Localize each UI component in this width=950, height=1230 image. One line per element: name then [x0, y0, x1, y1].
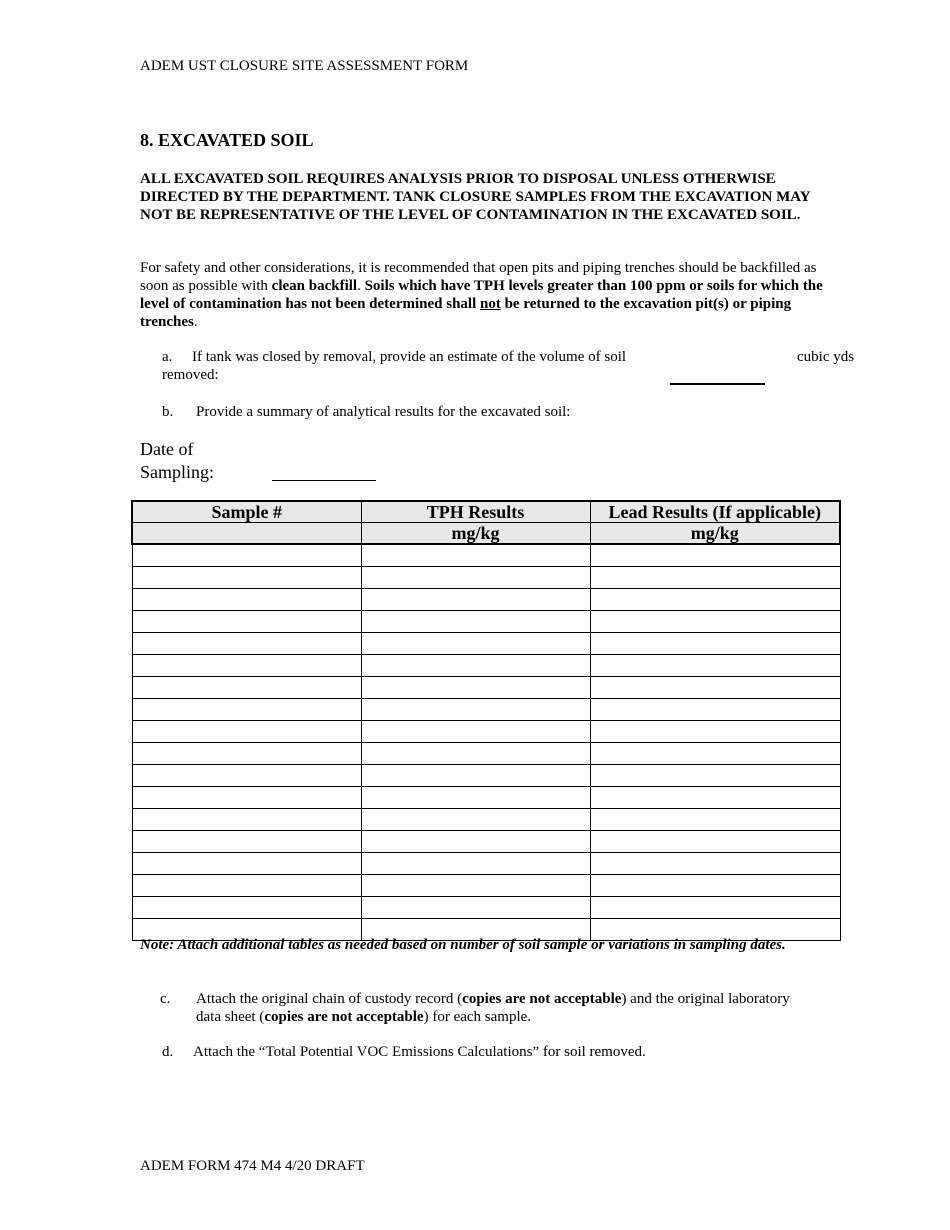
sample-cell[interactable] — [132, 655, 361, 677]
form-footer: ADEM FORM 474 M4 4/20 DRAFT — [140, 1158, 365, 1174]
lead-cell[interactable] — [590, 831, 840, 853]
tph-cell[interactable] — [361, 699, 590, 721]
tph-cell[interactable] — [361, 655, 590, 677]
item-d — [162, 1043, 646, 1061]
table-row — [132, 809, 840, 831]
subheader-lead: mg/kg — [590, 523, 840, 545]
sample-cell[interactable] — [132, 611, 361, 633]
form-header: ADEM UST CLOSURE SITE ASSESSMENT FORM — [140, 58, 469, 74]
tph-cell[interactable] — [361, 809, 590, 831]
table-row — [132, 589, 840, 611]
header-sample: Sample # — [132, 501, 361, 523]
table-row — [132, 721, 840, 743]
tph-cell[interactable] — [361, 853, 590, 875]
tph-cell[interactable] — [361, 611, 590, 633]
sample-cell[interactable] — [132, 589, 361, 611]
item-c-label: c. — [160, 991, 171, 1007]
item-c-text-3: ) for each sample. — [423, 1009, 532, 1025]
date-of-sampling-field[interactable] — [272, 462, 376, 481]
lead-cell[interactable] — [590, 544, 840, 567]
tph-cell[interactable] — [361, 831, 590, 853]
warning-text: ALL EXCAVATED SOIL REQUIRES ANALYSIS PRIOR TO DISPOSAL UNLESS OTHERWISE DIRECTED BY THE DEPARTMENT. TANK CLOSURE SAMPLES FROM THE EXCAVATION MAY NOT BE REPRESENTATIVE OF THE LEVEL OF CONTAMINATION IN THE EXCAVATED SOIL. — [140, 171, 810, 223]
para-text-3: . — [193, 314, 198, 330]
para-text-2: . — [357, 278, 365, 294]
sample-cell[interactable] — [132, 765, 361, 787]
item-c-text-2: ) and the original laboratory data sheet ( — [196, 991, 790, 1025]
table-header-row — [132, 501, 840, 523]
lead-cell[interactable] — [590, 765, 840, 787]
sample-cell[interactable] — [132, 743, 361, 765]
lead-cell[interactable] — [590, 567, 840, 589]
soil-volume-field[interactable] — [670, 366, 765, 385]
sample-cell[interactable] — [132, 544, 361, 567]
lead-cell[interactable] — [590, 853, 840, 875]
tph-cell[interactable] — [361, 677, 590, 699]
lead-cell[interactable] — [590, 633, 840, 655]
lead-cell[interactable] — [590, 743, 840, 765]
para-bold-3: be returned to the excavation pit(s) or piping trenches — [140, 296, 792, 330]
table-row — [132, 633, 840, 655]
tph-cell[interactable] — [361, 567, 590, 589]
table-row — [132, 677, 840, 699]
sample-cell[interactable] — [132, 853, 361, 875]
table-row — [132, 567, 840, 589]
header-tph: TPH Results — [361, 501, 590, 523]
lead-cell[interactable] — [590, 677, 840, 699]
table-row — [132, 787, 840, 809]
table-row — [132, 765, 840, 787]
item-a-text: If tank was closed by removal, provide an estimate of the volume of soil removed: — [162, 349, 627, 383]
table-row — [132, 544, 840, 567]
item-b — [162, 403, 570, 421]
para-text-1: For safety and other considerations, it is recommended that open pits and piping trenches should be backfilled as soon as possible with — [140, 260, 817, 294]
para-bold-1: clean backfill — [271, 278, 358, 294]
lead-cell[interactable] — [590, 611, 840, 633]
lead-cell[interactable] — [590, 699, 840, 721]
table-subheader-row — [132, 523, 840, 545]
para-underline-not: not — [480, 296, 501, 312]
table-row — [132, 897, 840, 919]
tph-cell[interactable] — [361, 897, 590, 919]
lead-cell[interactable] — [590, 875, 840, 897]
sample-cell[interactable] — [132, 721, 361, 743]
subheader-sample — [132, 523, 361, 545]
lead-cell[interactable] — [590, 787, 840, 809]
lead-cell[interactable] — [590, 721, 840, 743]
header-lead: Lead Results (If applicable) — [590, 501, 840, 523]
lead-cell[interactable] — [590, 655, 840, 677]
tph-cell[interactable] — [361, 743, 590, 765]
sample-cell[interactable] — [132, 677, 361, 699]
table-row — [132, 875, 840, 897]
table-row — [132, 611, 840, 633]
tph-cell[interactable] — [361, 589, 590, 611]
tph-cell[interactable] — [361, 765, 590, 787]
tph-cell[interactable] — [361, 633, 590, 655]
para-bold-2: Soils which have TPH levels greater than 100 ppm or soils for which the level of contamination has not been determined shall — [140, 278, 823, 312]
sample-cell[interactable] — [132, 567, 361, 589]
sample-cell[interactable] — [132, 787, 361, 809]
sample-cell[interactable] — [132, 699, 361, 721]
table-row — [132, 831, 840, 853]
sample-cell[interactable] — [132, 875, 361, 897]
item-c-bold-1: copies are not acceptable — [462, 991, 622, 1007]
table-row — [132, 655, 840, 677]
item-c-text-1: Attach the original chain of custody record ( — [196, 991, 463, 1007]
table-note: Note: Attach additional tables as needed based on number of soil sample or variations in sampling dates. — [140, 937, 786, 953]
sample-cell[interactable] — [132, 809, 361, 831]
sample-cell[interactable] — [132, 897, 361, 919]
lead-cell[interactable] — [590, 809, 840, 831]
lead-cell[interactable] — [590, 589, 840, 611]
volume-unit: cubic yds — [797, 349, 855, 365]
tph-cell[interactable] — [361, 787, 590, 809]
tph-cell[interactable] — [361, 721, 590, 743]
table-row — [132, 699, 840, 721]
item-a — [162, 348, 662, 384]
tph-cell[interactable] — [361, 875, 590, 897]
date-label-line1: Date of — [140, 439, 194, 459]
table-row — [132, 743, 840, 765]
table-row — [132, 853, 840, 875]
date-label-line2: Sampling: — [140, 462, 215, 482]
item-b-label: b. — [162, 404, 174, 420]
section-title: 8. EXCAVATED SOIL — [140, 130, 314, 150]
sample-cell[interactable] — [132, 633, 361, 655]
tph-cell[interactable] — [361, 544, 590, 567]
item-c-text — [196, 990, 816, 1026]
results-table — [131, 500, 841, 941]
lead-cell[interactable] — [590, 897, 840, 919]
subheader-tph: mg/kg — [361, 523, 590, 545]
sample-cell[interactable] — [132, 831, 361, 853]
item-d-label: d. — [162, 1044, 174, 1060]
item-c — [160, 990, 790, 1025]
item-b-text: Provide a summary of analytical results for the excavated soil: — [196, 404, 571, 420]
item-c-bold-2: copies are not acceptable — [264, 1009, 424, 1025]
instructions-paragraph — [140, 259, 830, 331]
item-a-label: a. — [162, 349, 173, 365]
date-of-sampling-label — [140, 438, 214, 484]
item-d-text: Attach the “Total Potential VOC Emissions Calculations” for soil removed. — [193, 1044, 646, 1060]
